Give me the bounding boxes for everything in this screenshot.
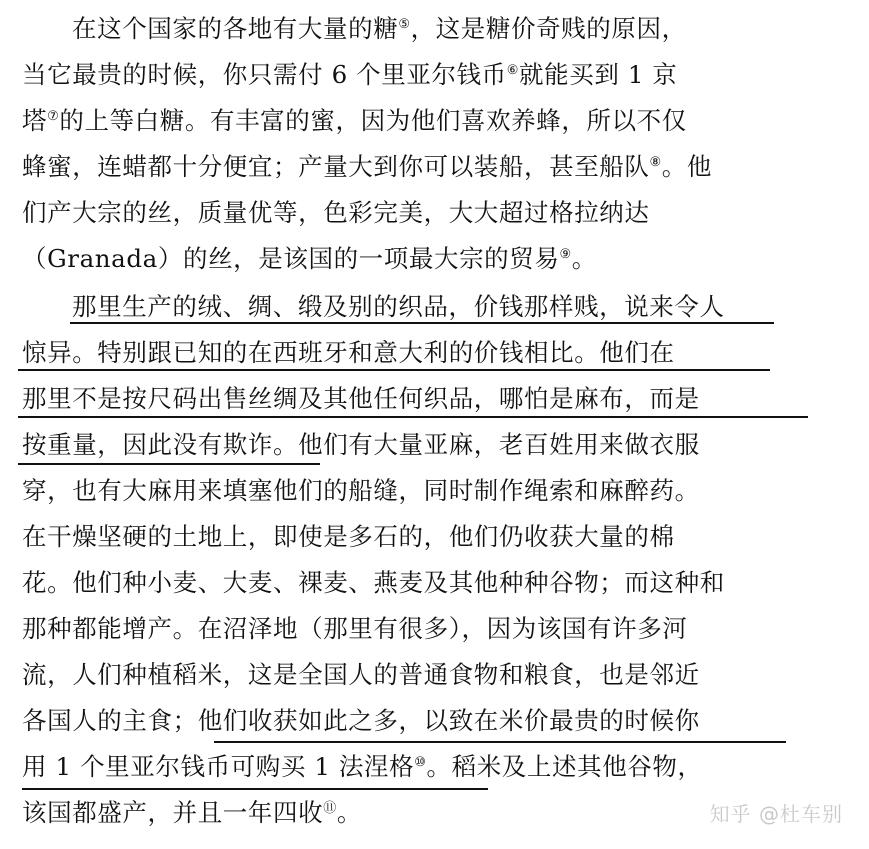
footnote-marker: ⑦ — [47, 108, 60, 124]
text-line — [22, 190, 650, 236]
footnote-marker: ⑧ — [649, 154, 662, 170]
pen-underline — [70, 322, 774, 324]
line-text: 那种都能增产。在沼泽地（那里有很多），因为该国有许多河 — [22, 614, 688, 643]
text-line — [22, 606, 687, 652]
pen-underline — [18, 463, 320, 465]
line-text: 在这个国家的各地有大量的糖 — [72, 14, 399, 43]
text-line — [72, 6, 687, 52]
pen-underline — [22, 788, 488, 790]
line-text: 那里不是按尺码出售丝绸及其他任何织品，哪怕是麻布，而是 — [22, 384, 700, 413]
line-text: 。稻米及上述其他谷物， — [426, 752, 703, 781]
line-text: 各国人的主食；他们收获如此之多，以致在米价最贵的时候你 — [22, 706, 700, 735]
line-text: 。 — [571, 244, 597, 273]
line-text: 当它最贵的时候，你只需付 6 个里亚尔钱币 — [22, 60, 507, 89]
line-text: （Granada）的丝，是该国的一项最大宗的贸易 — [22, 244, 560, 273]
line-text: 在干燥坚硬的土地上，即使是多石的，他们仍收获大量的棉 — [22, 522, 675, 551]
text-line — [22, 52, 678, 98]
line-text: 该国都盛产，并且一年四收 — [22, 798, 324, 827]
text-line — [22, 514, 675, 560]
pen-underline — [18, 416, 808, 418]
line-text: 流，人们种植稻米，这是全国人的普通食物和粮食，也是邻近 — [22, 660, 700, 689]
text-line — [22, 98, 687, 144]
line-text: 。 — [336, 798, 362, 827]
text-line — [22, 236, 597, 282]
footnote-marker: ⑨ — [559, 246, 572, 262]
text-line — [22, 560, 725, 606]
line-text: 用 1 个里亚尔钱币可购买 1 法涅格 — [22, 752, 415, 781]
line-text: 蜂蜜，连蜡都十分便宜；产量大到你可以装船，甚至船队 — [22, 152, 650, 181]
line-text: 穿，也有大麻用来填塞他们的船缝，同时制作绳索和麻醉药。 — [22, 476, 700, 505]
line-text: ，这是糖价奇贱的原因， — [410, 14, 687, 43]
text-line — [22, 144, 712, 190]
text-line — [22, 698, 700, 744]
text-line — [22, 422, 700, 468]
watermark-text: 知乎 @杜车别 — [709, 802, 843, 826]
pen-underline — [214, 741, 786, 743]
text-line — [22, 790, 362, 836]
line-text: 惊异。特别跟已知的在西班牙和意大利的价钱相比。他们在 — [22, 338, 675, 367]
footnote-marker: ⑤ — [398, 16, 411, 32]
line-text: 。他 — [661, 152, 712, 181]
text-line — [22, 744, 703, 790]
pen-underline — [18, 369, 770, 371]
text-line — [22, 468, 700, 514]
line-text: 按重量，因此没有欺诈。他们有大量亚麻，老百姓用来做衣服 — [22, 430, 700, 459]
text-line — [22, 652, 700, 698]
line-text: 的上等白糖。有丰富的蜜，因为他们喜欢养蜂，所以不仅 — [59, 106, 687, 135]
line-text: 花。他们种小麦、大麦、裸麦、燕麦及其他种种谷物；而这种和 — [22, 568, 725, 597]
line-text: 塔 — [22, 106, 48, 135]
line-text: 们产大宗的丝，质量优等，色彩完美，大大超过格拉纳达 — [22, 198, 650, 227]
line-text: 那里生产的绒、绸、缎及别的织品，价钱那样贱，说来令人 — [72, 292, 725, 321]
footnote-marker: ⑩ — [414, 754, 427, 770]
footnote-marker: ⑥ — [506, 62, 520, 78]
line-text: 就能买到 1 京 — [519, 60, 678, 89]
footnote-marker: ⑪ — [323, 800, 337, 816]
